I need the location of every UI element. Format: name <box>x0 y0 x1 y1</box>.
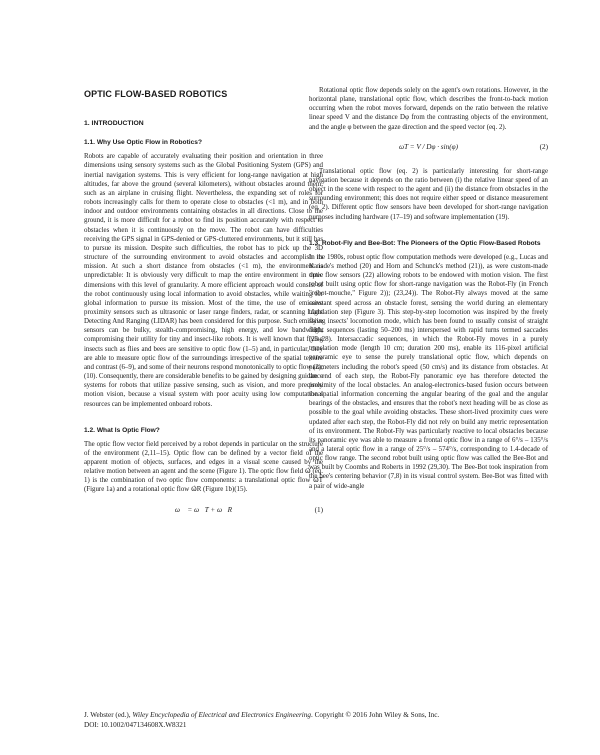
section-introduction-heading: 1. INTRODUCTION <box>84 120 144 128</box>
citation-editor: J. Webster (ed.), <box>84 711 133 719</box>
subsection-1-3-heading: 1.3. Robot-Fly and Bee-Bot: The Pioneers of the Optic Flow-Based Robots <box>309 239 541 247</box>
right-column <box>309 86 548 496</box>
citation-copyright: . Copyright © 2016 John Wiley & Sons, Inc. <box>310 711 440 719</box>
equation-2-expression: ωT = V / Dφ · sin(φ) <box>399 142 458 151</box>
equation-1 <box>84 500 323 522</box>
copyright-footer <box>84 711 524 730</box>
citation-line <box>84 711 524 721</box>
left-column <box>84 88 323 530</box>
subsection-1-1-heading: 1.1. Why Use Optic Flow in Robotics? <box>84 139 202 147</box>
equation-2 <box>309 137 548 159</box>
paragraph-rotational-flow: Rotational optic flow depends solely on the agent's own rotations. However, in the horizontal plane, translational optic flow, which describes the front-to-back motion occurring when the robot moves forward, depends on the ratio between the relative linear speed V and the distance Dφ from the contrasting objects of the environment, and the angle φ between the gaze direction and the speed vector (eq. 2). <box>309 87 548 131</box>
paper-title: OPTIC FLOW-BASED ROBOTICS <box>84 89 228 99</box>
subsection-1-2-heading: 1.2. What Is Optic Flow? <box>84 426 160 434</box>
equation-1-expression: ω⃗ = ω⃗T + ω⃗R <box>174 505 233 514</box>
paragraph-why-optic-flow: Robots are capable of accurately evaluating their position and orientation in three dimensions using sensory systems such as the Global Positioning System (GPS) and inertial navigation systems. This is very efficient for long-range navigation at high altitudes, far above the ground (several kilometers), without obstacles around them, such as an airplane in cruising flight. Nevertheless, the expanding set of roles for robots increasingly calls for them to operate close to obstacles (<1 m), and in both indoor and outdoor environments containing obstacles in all directions. Close to the ground, it is more difficult for a robot to find its position accurately with respect to obstacles when it is continuously on the move. The robot can have difficulties receiving the GPS signal in GPS-denied or GPS-cluttered environments, but it still has to pursue its mission. Despite such difficulties, the robot has to pick up the 3D structure of the surrounding environment to avoid obstacles and accomplish its mission. At such a short distance from obstacles (<1 m), the environment is unpredictable: It is obviously very difficult to map the entire environment in three dimensions with this level of granularity. A more efficient approach would consist of the robot continuously using local information to avoid obstacles, while waiting for global information to pursue its mission. Most of the time, the use of emissive proximity sensors such as ultrasonic or laser range finders, radar, or scanning LIght Detecting And Ranging (LIDAR) has been considered for this purpose. Such emissive sensors can be bulky, stealth-compromising, high energy, and low bandwidth, compromising their utility for tiny and insect-like robots. It is well known that flying insects such as flies and bees are sensitive to optic flow (1–5) and, in particular, they are able to measure optic flow of the surroundings irrespective of the spatial texture and contrast (6–9), and some of their neurons respond monotonically to optic flow (2); (10). Consequently, there are considerable benefits to be gained by designing guidance systems for robots that utilize passive sensing, such as vision, and more precisely motion vision, because a visual system with poor acuity using low computational resources can be implemented onboard robots. <box>84 153 323 408</box>
citation-encyclopedia-title: Wiley Encyclopedia of Electrical and Electronics Engineering <box>132 711 311 719</box>
paragraph-what-is-optic-flow: The optic flow vector field perceived by a robot depends in particular on the structure of the environment (2,11–15). Optic flow can be defined by a vector field of the apparent motion of objects, surfaces, and edges in a visual scene caused by the relative motion between an agent and the scene (Figure 1). The optic flow field ω⃗ (eq. 1) is the combination of two optic flow components: a translational optic flow ω⃗T (Figure 1a) and a rotational optic flow ω⃗R (Figure 1b)(15). <box>84 440 323 494</box>
doi-line: DOI: 10.1002/047134608X.W8321 <box>84 720 187 729</box>
equation-2-number: (2) <box>539 142 548 151</box>
equation-1-number: (1) <box>314 505 323 514</box>
paragraph-robot-fly-bee-bot: In the 1980s, robust optic flow computation methods were developed (e.g., Lucas and Kanade's method (20) and Horn and Schunck's method (21)), as were custom-made optic flow sensors (22) allowing robots to be endowed with motion vision. The first robot built using optic flow for short-range navigation was the Robot-Fly (in French "robot-mouche," Figure 2)); (23,24)). The Robot-Fly always moved at the same constant speed across an obstacle forest, sensing the world during an elementary translation step (Figure 3). This step-by-step locomotion was inspired by the freely flying insects' locomotion mode, which has been found to usually consist of straight flight sequences (lasting 50–200 ms) interspersed with rapid turns termed saccades (25–28). Intersaccadic sequences, in which the Robot-Fly moves in a purely translation mode (length 10 cm; duration 200 ms), enable its 116-pixel artificial panoramic eye to sense the purely translational optic flow, which depends on parameters including the robot's speed (50 cm/s) and its distance from obstacles. At the end of each step, the Robot-Fly panoramic eye has therefore detected the proximity of the local obstacles. An analog-electronics-based fusion occurs between the spatial information concerning the angular bearing of the goal and the angular bearings of the obstacles, and ensures that the robot's next heading will be as close as possible to the goal while avoiding obstacles. These short-lived proximity cues were updated after each step, the Robot-Fly did not rely on build any metric representation of its environment. The Robot-Fly was particularly reactive to local obstacles because its panoramic eye was able to measure a frontal optic flow in a range of 6°/s – 135°/s and a lateral optic flow in a range of 25°/s – 574°/s, corresponding to 1.4-decade of optic flow range. The second robot built using optic flow was called the Bee-Bot and was built by Coombs and Roberts in 1992 (29,30). The Bee-Bot took inspiration from the bee's centering behavior (7,8) in its visual control system. Bee-Bot was fitted with a pair of wide-angle <box>309 253 548 490</box>
paragraph-translational-flow: Translational optic flow (eq. 2) is particularly interesting for short-range navigation because it depends on the ratio between (i) the relative linear speed of an object in the scene with respect to the agent and (ii) the distance from obstacles in the surrounding environment; this does not require either speed or distance measurement (eq. 2). Different optic flow sensors have been developed for short-range navigation purposes including hardware (17–19) and software implementation (19). <box>309 167 548 221</box>
